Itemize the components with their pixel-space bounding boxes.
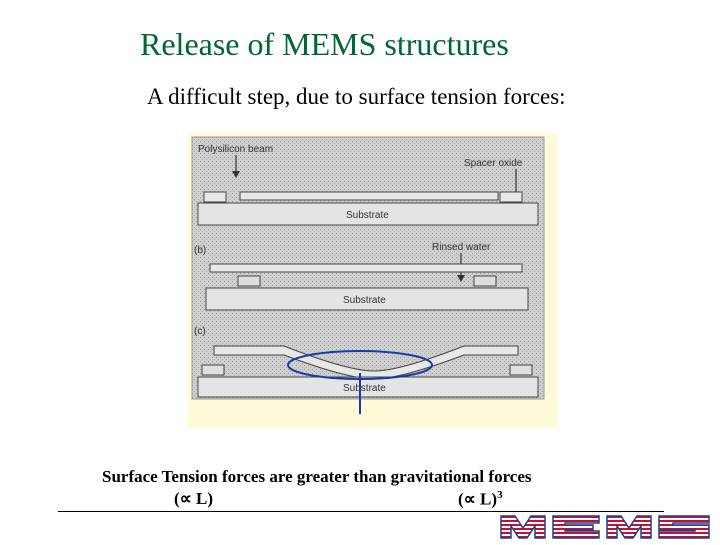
anchor-left-b [238, 276, 260, 286]
label-panel-b: (b) [194, 245, 207, 256]
label-spacer-oxide: Spacer oxide [464, 158, 523, 169]
anchor-right-c [510, 365, 532, 375]
release-process-diagram [188, 133, 558, 428]
proportional-surface-tension: (∝ L) [174, 489, 214, 508]
caption-text: Surface Tension forces are greater than gravitational forces [102, 467, 532, 486]
logo-letter-e [553, 516, 599, 538]
label-substrate-b: Substrate [343, 295, 386, 306]
slide-title: Release of MEMS structures [140, 26, 509, 62]
label-polysilicon-beam: Polysilicon beam [198, 144, 274, 155]
label-rinsed-water: Rinsed water [432, 242, 491, 253]
logo-letter-m2 [607, 516, 651, 538]
anchor-right-a [500, 192, 522, 202]
release-process-figure [188, 133, 558, 428]
anchor-left-c [202, 365, 224, 375]
mems-logo [497, 512, 715, 540]
anchor-right-b [474, 276, 496, 286]
proportional-gravity-exponent: 3 [497, 489, 503, 501]
label-substrate-a: Substrate [346, 210, 389, 221]
mems-logo-graphic [497, 512, 715, 540]
label-substrate-c: Substrate [343, 383, 386, 394]
logo-letter-s [659, 516, 709, 538]
polysilicon-beam-b [210, 264, 522, 272]
proportional-gravity-base: (∝ L) [458, 489, 498, 509]
label-panel-c: (c) [194, 326, 206, 337]
slide-subtitle: A difficult step, due to surface tension forces: [147, 84, 566, 109]
anchor-left-a [204, 192, 226, 202]
proportional-gravity [458, 489, 503, 510]
logo-letter-m1 [501, 516, 545, 538]
polysilicon-beam-a [240, 192, 498, 200]
